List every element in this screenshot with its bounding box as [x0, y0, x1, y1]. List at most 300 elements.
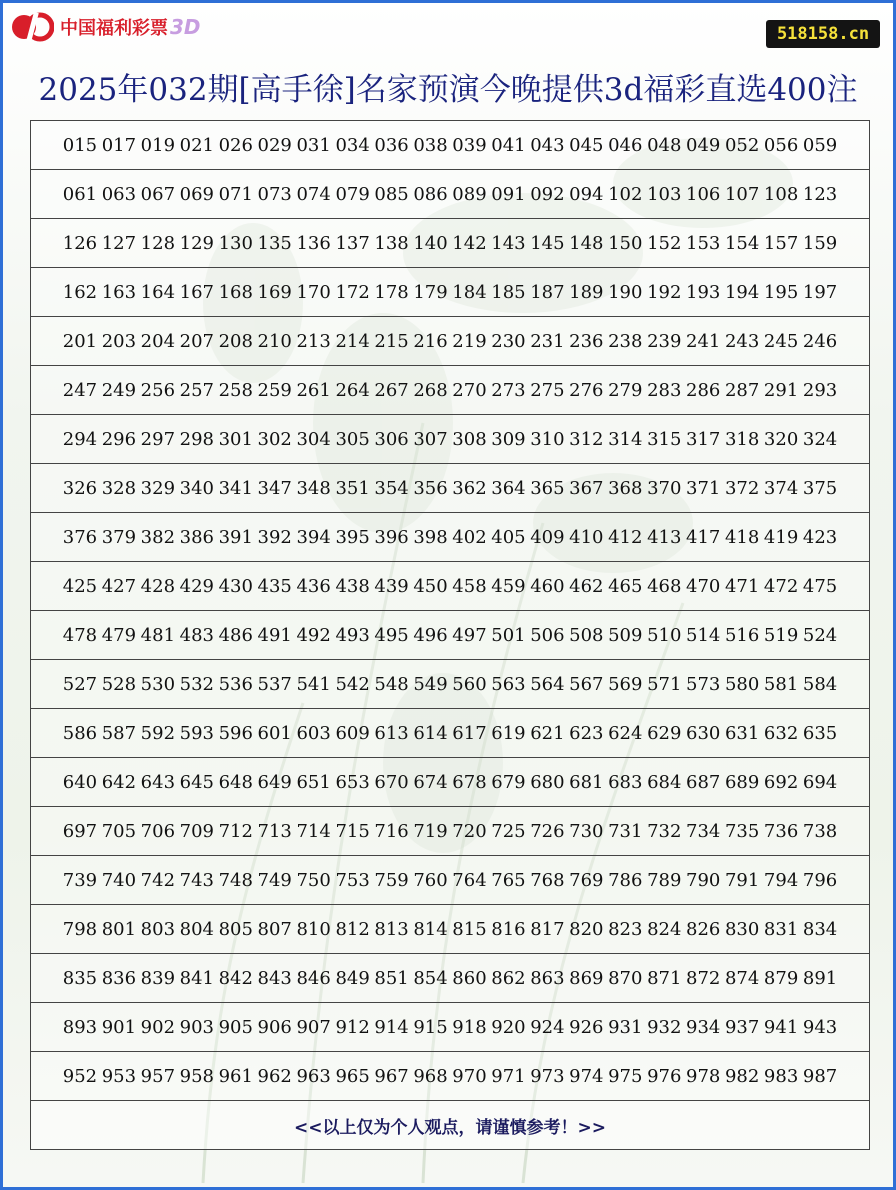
table-row	[30, 904, 870, 954]
number-cell: 893	[62, 1016, 98, 1038]
number-cell: 297	[140, 428, 176, 450]
number-cell: 734	[686, 820, 721, 842]
number-cell: 971	[491, 1065, 526, 1087]
number-cell: 621	[530, 722, 565, 744]
number-cell: 920	[491, 1016, 526, 1038]
number-cell: 826	[686, 918, 721, 940]
number-cell: 460	[530, 575, 565, 597]
number-cell: 239	[647, 330, 682, 352]
number-cell: 347	[257, 477, 292, 499]
number-cell: 063	[101, 183, 137, 205]
number-cell: 941	[763, 1016, 799, 1038]
number-cell: 854	[413, 967, 448, 989]
number-cell: 305	[335, 428, 370, 450]
number-cell: 748	[218, 869, 253, 891]
number-cell: 732	[647, 820, 682, 842]
number-cell: 548	[374, 673, 409, 695]
number-cell: 623	[569, 722, 604, 744]
number-cell: 026	[218, 134, 253, 156]
number-cell: 019	[140, 134, 176, 156]
number-cell: 208	[218, 330, 253, 352]
number-cell: 396	[374, 526, 409, 548]
table-row	[30, 806, 870, 856]
number-cell: 542	[335, 673, 370, 695]
number-cell: 085	[374, 183, 409, 205]
number-cell: 527	[62, 673, 98, 695]
number-cell: 586	[62, 722, 98, 744]
number-cell: 912	[335, 1016, 370, 1038]
number-cell: 259	[257, 379, 292, 401]
number-cell: 207	[179, 330, 214, 352]
number-cell: 249	[101, 379, 137, 401]
number-cell: 067	[140, 183, 176, 205]
number-cell: 614	[413, 722, 448, 744]
number-cell: 309	[491, 428, 526, 450]
number-cell: 245	[763, 330, 799, 352]
number-cell: 965	[335, 1065, 370, 1087]
number-cell: 963	[296, 1065, 331, 1087]
number-cell: 957	[140, 1065, 176, 1087]
number-cell: 714	[296, 820, 331, 842]
number-cell: 649	[257, 771, 292, 793]
number-cell: 810	[296, 918, 331, 940]
number-cell: 725	[491, 820, 526, 842]
number-cell: 386	[179, 526, 214, 548]
number-cell: 296	[101, 428, 137, 450]
number-cell: 764	[452, 869, 487, 891]
number-cell: 905	[218, 1016, 253, 1038]
number-cell: 596	[218, 722, 253, 744]
number-cell: 803	[140, 918, 176, 940]
lottery-emblem-icon	[10, 10, 54, 44]
number-cell: 214	[335, 330, 370, 352]
number-cell: 593	[179, 722, 214, 744]
number-cell: 716	[374, 820, 409, 842]
number-cell: 613	[374, 722, 409, 744]
number-cell: 438	[335, 575, 370, 597]
number-cell: 138	[374, 232, 409, 254]
number-cell: 370	[647, 477, 682, 499]
number-cell: 789	[647, 869, 682, 891]
number-cell: 458	[452, 575, 487, 597]
number-cell: 417	[686, 526, 721, 548]
number-cell: 560	[452, 673, 487, 695]
number-cell: 185	[491, 281, 526, 303]
number-cell: 738	[802, 820, 838, 842]
number-cell: 052	[724, 134, 760, 156]
number-cell: 549	[413, 673, 448, 695]
number-cell: 978	[686, 1065, 721, 1087]
number-cell: 740	[101, 869, 137, 891]
number-cell: 107	[724, 183, 760, 205]
number-cell: 368	[608, 477, 643, 499]
number-cell: 301	[218, 428, 253, 450]
number-cell: 129	[179, 232, 214, 254]
number-cell: 804	[179, 918, 214, 940]
number-cell: 061	[62, 183, 98, 205]
number-cell: 617	[452, 722, 487, 744]
number-cell: 962	[257, 1065, 292, 1087]
number-cell: 915	[413, 1016, 448, 1038]
number-cell: 419	[763, 526, 799, 548]
number-cell: 532	[179, 673, 214, 695]
logo-text: 中国福利彩票	[60, 18, 168, 39]
table-row	[30, 1002, 870, 1052]
number-cell: 279	[608, 379, 643, 401]
number-cell: 465	[608, 575, 643, 597]
number-cell: 681	[569, 771, 604, 793]
number-cell: 190	[608, 281, 643, 303]
number-cell: 524	[802, 624, 838, 646]
number-cell: 541	[296, 673, 331, 695]
number-cell: 045	[569, 134, 604, 156]
number-cell: 153	[686, 232, 721, 254]
number-cell: 238	[608, 330, 643, 352]
number-cell: 246	[802, 330, 838, 352]
number-cell: 640	[62, 771, 98, 793]
number-cell: 573	[686, 673, 721, 695]
number-cell: 128	[140, 232, 176, 254]
number-cell: 243	[724, 330, 760, 352]
number-cell: 318	[724, 428, 760, 450]
number-cell: 219	[452, 330, 487, 352]
number-cell: 862	[491, 967, 526, 989]
number-cell: 564	[530, 673, 565, 695]
table-row	[30, 512, 870, 562]
number-cell: 216	[413, 330, 448, 352]
number-cell: 902	[140, 1016, 176, 1038]
number-cell: 720	[452, 820, 487, 842]
number-cell: 418	[724, 526, 760, 548]
number-cell: 163	[101, 281, 137, 303]
number-cell: 039	[452, 134, 487, 156]
table-row	[30, 120, 870, 170]
number-cell: 069	[179, 183, 214, 205]
number-cell: 891	[802, 967, 838, 989]
number-cell: 329	[140, 477, 176, 499]
number-cell: 584	[802, 673, 838, 695]
number-cell: 478	[62, 624, 98, 646]
number-cell: 651	[296, 771, 331, 793]
number-cell: 483	[179, 624, 214, 646]
site-badge[interactable]: 518158.cn	[766, 20, 880, 48]
number-cell: 642	[101, 771, 137, 793]
number-cell: 569	[608, 673, 643, 695]
number-cell: 150	[608, 232, 643, 254]
number-cell: 423	[802, 526, 838, 548]
number-cell: 798	[62, 918, 98, 940]
number-cell: 392	[257, 526, 292, 548]
number-cell: 108	[763, 183, 799, 205]
number-cell: 203	[101, 330, 137, 352]
number-cell: 486	[218, 624, 253, 646]
number-cell: 973	[530, 1065, 565, 1087]
number-cell: 961	[218, 1065, 253, 1087]
number-cell: 967	[374, 1065, 409, 1087]
number-cell: 094	[569, 183, 604, 205]
number-cell: 167	[179, 281, 214, 303]
number-cell: 471	[724, 575, 760, 597]
table-row	[30, 1051, 870, 1101]
number-cell: 317	[686, 428, 721, 450]
number-cell: 970	[452, 1065, 487, 1087]
number-cell: 091	[491, 183, 526, 205]
number-cell: 743	[179, 869, 214, 891]
number-cell: 528	[101, 673, 137, 695]
table-row	[30, 267, 870, 317]
number-cell: 154	[724, 232, 760, 254]
number-cell: 079	[335, 183, 370, 205]
number-cell: 493	[335, 624, 370, 646]
table-row	[30, 855, 870, 905]
number-cell: 836	[101, 967, 137, 989]
number-cell: 315	[647, 428, 682, 450]
number-cell: 148	[569, 232, 604, 254]
number-cell: 362	[452, 477, 487, 499]
number-cell: 379	[101, 526, 137, 548]
number-cell: 017	[101, 134, 137, 156]
number-cell: 307	[413, 428, 448, 450]
number-cell: 934	[686, 1016, 721, 1038]
number-cell: 683	[608, 771, 643, 793]
number-cell: 632	[763, 722, 799, 744]
number-cell: 326	[62, 477, 98, 499]
number-cell: 015	[62, 134, 98, 156]
number-cell: 791	[724, 869, 760, 891]
number-cell: 275	[530, 379, 565, 401]
number-cell: 514	[686, 624, 721, 646]
table-row	[30, 365, 870, 415]
number-cell: 049	[686, 134, 721, 156]
number-cell: 195	[763, 281, 799, 303]
number-cell: 293	[802, 379, 838, 401]
number-cell: 354	[374, 477, 409, 499]
number-cell: 924	[530, 1016, 565, 1038]
number-cell: 468	[647, 575, 682, 597]
number-cell: 178	[374, 281, 409, 303]
number-cell: 409	[530, 526, 565, 548]
number-cell: 312	[569, 428, 604, 450]
number-cell: 410	[569, 526, 604, 548]
number-cell: 952	[62, 1065, 98, 1087]
number-cell: 841	[179, 967, 214, 989]
number-cell: 184	[452, 281, 487, 303]
number-cell: 786	[608, 869, 643, 891]
number-cell: 294	[62, 428, 98, 450]
number-cell: 286	[686, 379, 721, 401]
number-cell: 715	[335, 820, 370, 842]
number-cell: 314	[608, 428, 643, 450]
number-cell: 169	[257, 281, 292, 303]
logo-3d-mark: 3D	[170, 15, 201, 39]
number-cell: 164	[140, 281, 176, 303]
number-cell: 587	[101, 722, 137, 744]
number-cell: 750	[296, 869, 331, 891]
number-cell: 739	[62, 869, 98, 891]
number-cell: 492	[296, 624, 331, 646]
number-cell: 089	[452, 183, 487, 205]
number-cell: 831	[763, 918, 799, 940]
number-cell: 395	[335, 526, 370, 548]
number-cell: 835	[62, 967, 98, 989]
number-cell: 670	[374, 771, 409, 793]
number-cell: 394	[296, 526, 331, 548]
number-cell: 162	[62, 281, 98, 303]
number-cell: 375	[802, 477, 838, 499]
number-cell: 814	[413, 918, 448, 940]
number-cell: 817	[530, 918, 565, 940]
number-cell: 210	[257, 330, 292, 352]
number-cell: 843	[257, 967, 292, 989]
number-cell: 730	[569, 820, 604, 842]
number-cell: 731	[608, 820, 643, 842]
number-cell: 298	[179, 428, 214, 450]
number-cell: 179	[413, 281, 448, 303]
number-cell: 510	[647, 624, 682, 646]
number-cell: 943	[802, 1016, 838, 1038]
number-cell: 092	[530, 183, 565, 205]
number-cell: 519	[763, 624, 799, 646]
number-cell: 428	[140, 575, 176, 597]
number-cell: 231	[530, 330, 565, 352]
number-cell: 768	[530, 869, 565, 891]
number-cell: 926	[569, 1016, 604, 1038]
number-cell: 874	[724, 967, 760, 989]
number-cell: 619	[491, 722, 526, 744]
number-cell: 753	[335, 869, 370, 891]
number-cell: 123	[802, 183, 838, 205]
number-cell: 130	[218, 232, 253, 254]
number-cell: 470	[686, 575, 721, 597]
number-cell: 849	[335, 967, 370, 989]
number-cell: 581	[763, 673, 799, 695]
number-cell: 839	[140, 967, 176, 989]
number-cell: 398	[413, 526, 448, 548]
number-cell: 127	[101, 232, 137, 254]
number-cell: 679	[491, 771, 526, 793]
number-cell: 364	[491, 477, 526, 499]
number-cell: 430	[218, 575, 253, 597]
number-cell: 790	[686, 869, 721, 891]
number-cell: 302	[257, 428, 292, 450]
number-cell: 376	[62, 526, 98, 548]
number-cell: 213	[296, 330, 331, 352]
number-cell: 036	[374, 134, 409, 156]
number-cell: 530	[140, 673, 176, 695]
number-cell: 382	[140, 526, 176, 548]
table-row	[30, 463, 870, 513]
number-cell: 749	[257, 869, 292, 891]
number-cell: 348	[296, 477, 331, 499]
number-cell: 268	[413, 379, 448, 401]
number-cell: 536	[218, 673, 253, 695]
number-cell: 048	[647, 134, 682, 156]
number-cell: 391	[218, 526, 253, 548]
number-cell: 807	[257, 918, 292, 940]
number-cell: 834	[802, 918, 838, 940]
number-cell: 815	[452, 918, 487, 940]
number-cell: 304	[296, 428, 331, 450]
number-cell: 193	[686, 281, 721, 303]
number-cell: 371	[686, 477, 721, 499]
number-cell: 709	[179, 820, 214, 842]
table-row	[30, 316, 870, 366]
number-cell: 264	[335, 379, 370, 401]
table-row	[30, 757, 870, 807]
number-cell: 516	[724, 624, 760, 646]
number-cell: 495	[374, 624, 409, 646]
number-cell: 459	[491, 575, 526, 597]
number-cell: 805	[218, 918, 253, 940]
number-cell: 435	[257, 575, 292, 597]
number-cell: 029	[257, 134, 292, 156]
number-cell: 567	[569, 673, 604, 695]
number-cell: 982	[724, 1065, 760, 1087]
number-cell: 201	[62, 330, 98, 352]
number-cell: 273	[491, 379, 526, 401]
number-cell: 126	[62, 232, 98, 254]
number-cell: 645	[179, 771, 214, 793]
number-cell: 958	[179, 1065, 214, 1087]
number-cell: 038	[413, 134, 448, 156]
number-cell: 157	[763, 232, 799, 254]
number-cell: 194	[724, 281, 760, 303]
number-cell: 258	[218, 379, 253, 401]
number-cell: 719	[413, 820, 448, 842]
number-cell: 056	[763, 134, 799, 156]
number-cell: 256	[140, 379, 176, 401]
number-cell: 102	[608, 183, 643, 205]
number-cell: 509	[608, 624, 643, 646]
number-cell: 405	[491, 526, 526, 548]
number-cell: 571	[647, 673, 682, 695]
number-cell: 241	[686, 330, 721, 352]
number-cell: 851	[374, 967, 409, 989]
number-cell: 879	[763, 967, 799, 989]
number-cell: 713	[257, 820, 292, 842]
number-cell: 592	[140, 722, 176, 744]
number-cell: 678	[452, 771, 487, 793]
number-cell: 506	[530, 624, 565, 646]
number-cell: 648	[218, 771, 253, 793]
table-row	[30, 561, 870, 611]
number-cell: 491	[257, 624, 292, 646]
number-cell: 801	[101, 918, 137, 940]
number-cell: 706	[140, 820, 176, 842]
number-cell: 170	[296, 281, 331, 303]
number-cell: 340	[179, 477, 214, 499]
number-cell: 812	[335, 918, 370, 940]
number-cell: 291	[763, 379, 799, 401]
number-cell: 630	[686, 722, 721, 744]
page-title: 2025年032期[高手徐]名家预演今晚提供3d福彩直选400注	[38, 72, 858, 108]
number-cell: 074	[296, 183, 331, 205]
number-cell: 983	[763, 1065, 799, 1087]
number-cell: 975	[608, 1065, 643, 1087]
number-cell: 472	[763, 575, 799, 597]
number-cell: 842	[218, 967, 253, 989]
number-cell: 726	[530, 820, 565, 842]
number-cell: 071	[218, 183, 253, 205]
number-cell: 759	[374, 869, 409, 891]
number-cell: 537	[257, 673, 292, 695]
number-cell: 429	[179, 575, 214, 597]
number-cell: 863	[530, 967, 565, 989]
number-cell: 425	[62, 575, 98, 597]
number-cell: 310	[530, 428, 565, 450]
number-cell: 187	[530, 281, 565, 303]
number-cell: 413	[647, 526, 682, 548]
